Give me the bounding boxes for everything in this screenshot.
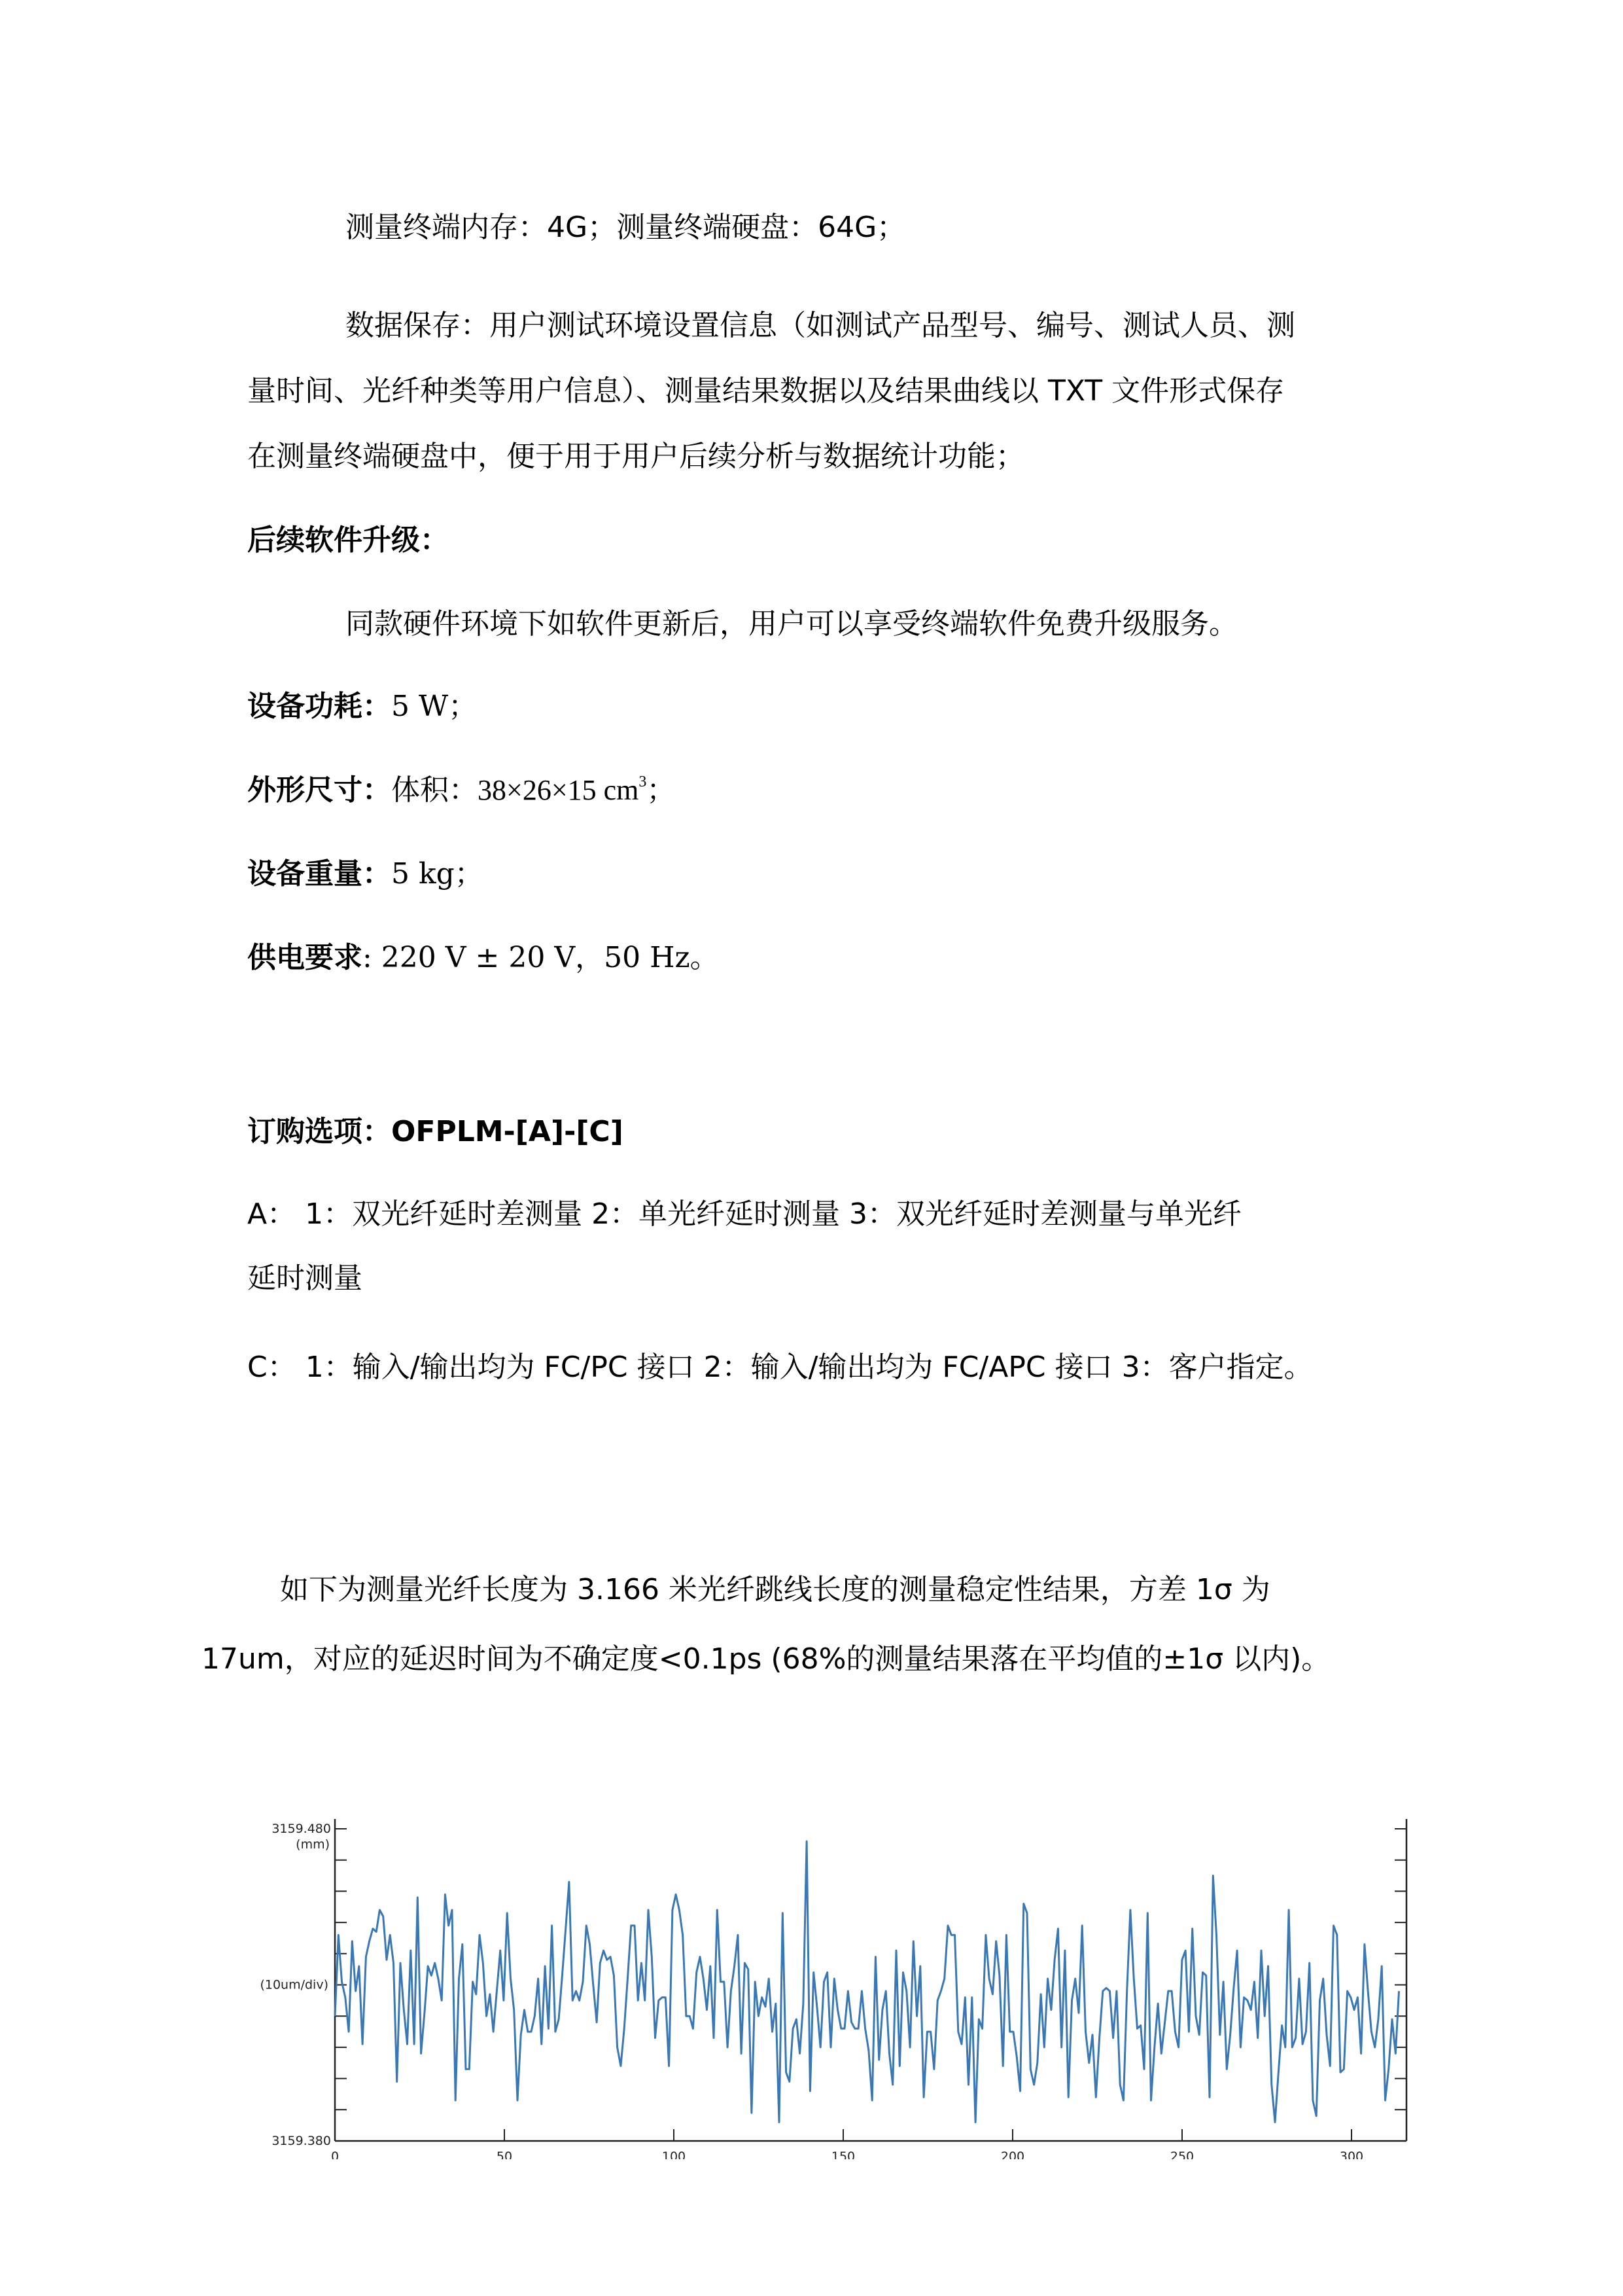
power-label: 设备功耗： [247, 690, 391, 723]
upgrade-heading: 后续软件升级： [247, 523, 449, 557]
result-line-1: 如下为测量光纤长度为 3.166 米光纤跳线长度的测量稳定性结果，方差 1σ 为 [280, 1573, 1270, 1606]
option-a-line-1: A： 1：双光纤延时差测量 2：单光纤延时测量 3：双光纤延时差测量与单光纤 [247, 1197, 1242, 1231]
size-prefix: 体积： [391, 773, 478, 807]
data-series-line [335, 1841, 1399, 2122]
x-tick-label: 100 [661, 2149, 686, 2159]
y-div-label: (10um/div) [260, 1977, 328, 1992]
weight-label: 设备重量： [247, 857, 391, 891]
size-value: 38×26×15 cm [478, 774, 639, 806]
weight-value: 5 kg； [391, 857, 483, 891]
x-tick-label: 0 [330, 2149, 340, 2159]
size-suffix: ； [646, 773, 676, 807]
size-superscript: 3 [638, 773, 647, 790]
x-tick-labels [331, 2149, 1363, 2159]
line-chart [236, 1806, 1426, 2159]
size-spec [247, 771, 675, 810]
supply-value: : 220 V ± 20 V，50 Hz。 [362, 941, 719, 974]
y-unit-label: (mm) [296, 1837, 330, 1852]
option-a-line-2: 延时测量 [247, 1262, 362, 1295]
weight-spec [247, 855, 483, 894]
data-save-line-1: 数据保存：用户测试环境设置信息（如测试产品型号、编号、测试人员、测 [345, 309, 1295, 342]
x-tick-label: 300 [1339, 2149, 1364, 2159]
order-options [247, 1112, 623, 1152]
y-top-label: 3159.480 [271, 1822, 331, 1836]
result-line-2: 17um，对应的延迟时间为不确定度<0.1ps (68%的测量结果落在平均值的±1σ 以内)。 [201, 1642, 1331, 1676]
x-tick-label: 150 [831, 2149, 856, 2159]
power-value: 5 W； [391, 690, 478, 723]
x-tick-label: 200 [1000, 2149, 1025, 2159]
option-c-line: C： 1：输入/输出均为 FC/PC 接口 2：输入/输出均为 FC/APC 接口 3：客户指定。 [247, 1351, 1313, 1384]
upgrade-text: 同款硬件环境下如软件更新后，用户可以享受终端软件免费升级服务。 [345, 607, 1238, 641]
order-code: OFPLM-[A]-[C] [391, 1115, 623, 1148]
memory-spec: 测量终端内存：4G；测量终端硬盘：64G； [345, 211, 906, 244]
data-save-line-2: 量时间、光纤种类等用户信息）、测量结果数据以及结果曲线以 TXT 文件形式保存 [247, 374, 1285, 408]
power-spec [247, 687, 477, 726]
size-label: 外形尺寸： [247, 773, 391, 807]
supply-spec [247, 938, 719, 978]
y-bottom-label: 3159.380 [271, 2134, 331, 2148]
order-label: 订购选项： [247, 1115, 391, 1148]
supply-label: 供电要求 [247, 941, 362, 974]
x-tick-label: 50 [496, 2149, 513, 2159]
x-tick-label: 250 [1170, 2149, 1195, 2159]
stability-chart [236, 1806, 1426, 2162]
data-save-line-3: 在测量终端硬盘中，便于用于用户后续分析与数据统计功能； [247, 440, 1024, 473]
